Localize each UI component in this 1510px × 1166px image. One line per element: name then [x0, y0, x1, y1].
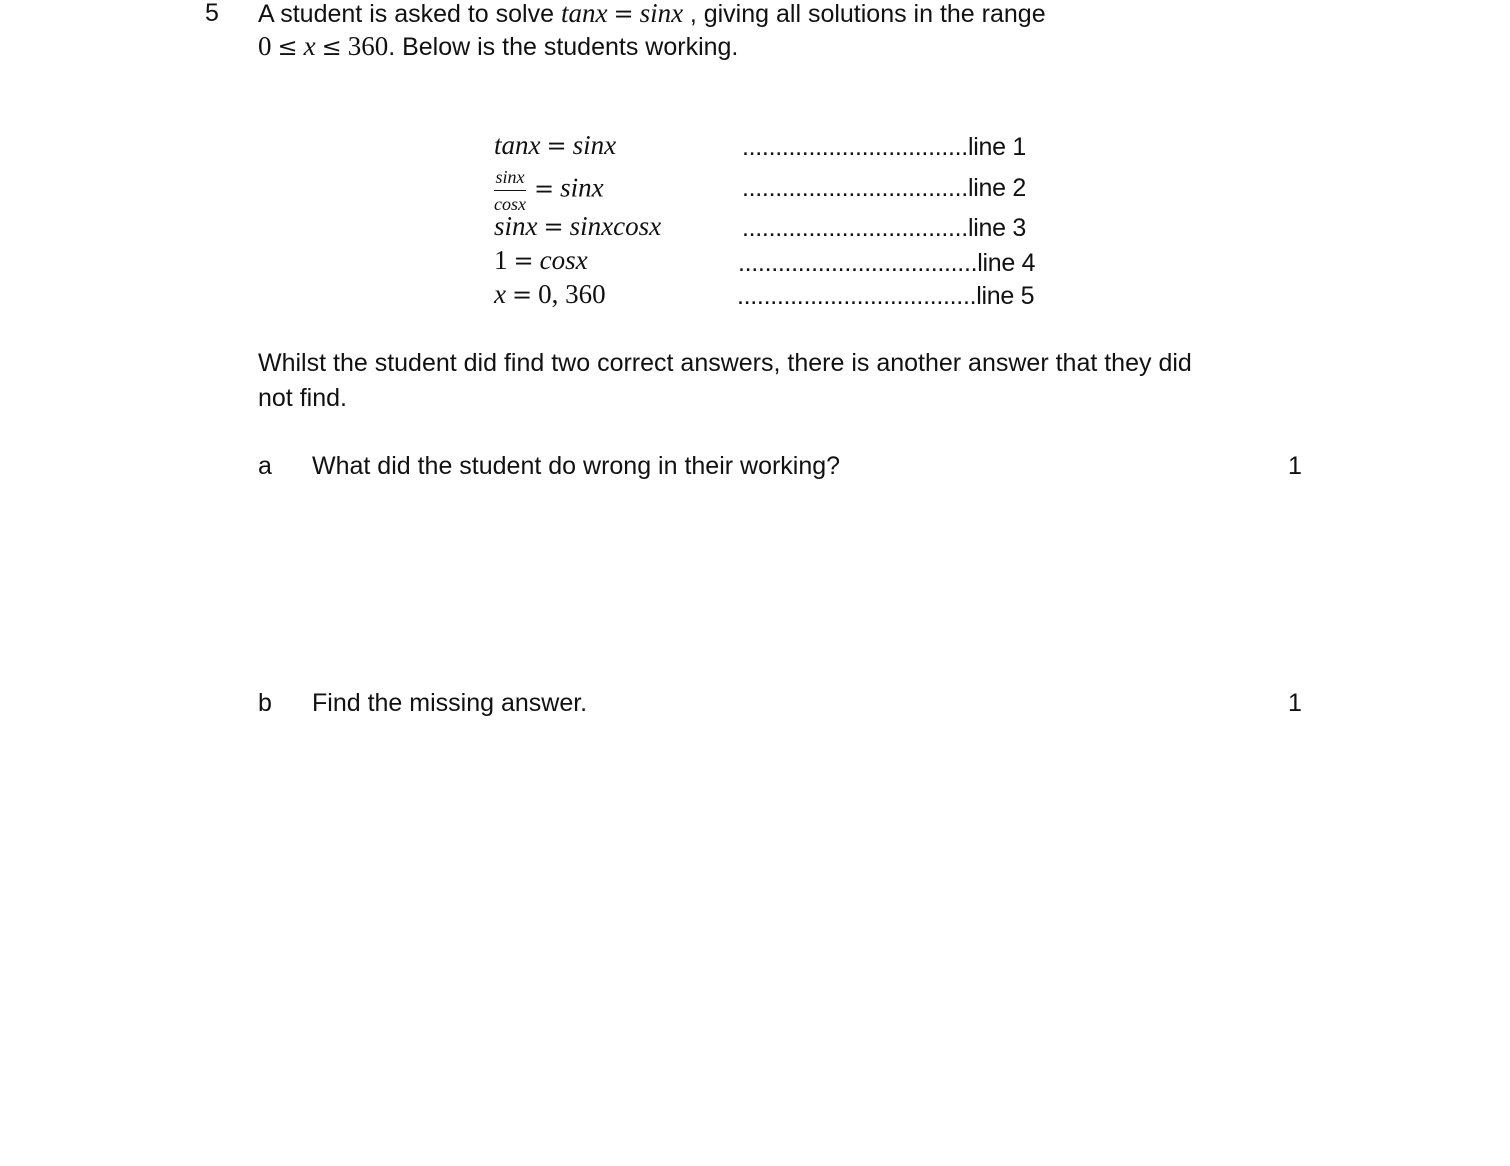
- part-b-marks: 1: [1288, 689, 1302, 717]
- intro-eq-op: =: [613, 0, 634, 28]
- line1-op: =: [546, 132, 567, 160]
- working-line-3-ref: ..................................line 3: [742, 214, 1026, 242]
- working-line-1-ref: ..................................line 1: [742, 133, 1026, 161]
- working-line-1: [494, 130, 616, 161]
- range-upper: 360: [347, 31, 389, 61]
- intro-text-3: . Below is the students working.: [388, 33, 739, 61]
- part-a-marks: 1: [1288, 452, 1302, 480]
- part-a-text: What did the student do wrong in their working?: [312, 452, 841, 480]
- range-op-2: ≤: [321, 33, 342, 61]
- line1-rhs: sinx: [572, 130, 617, 160]
- line2-op: =: [533, 174, 555, 203]
- working-line-4: [494, 245, 588, 276]
- intro-equation: [561, 0, 690, 28]
- intro-eq-lhs: tanx: [560, 0, 608, 28]
- statement-line-2: not find.: [258, 384, 347, 412]
- range-expression: [258, 31, 388, 61]
- intro-text-1: A student is asked to solve: [258, 0, 555, 28]
- line4-op: =: [513, 247, 534, 275]
- line1-lhs: tanx: [494, 130, 541, 160]
- intro-text-2: , giving all solutions in the range: [689, 0, 1046, 28]
- working-line-2: [494, 167, 604, 214]
- part-a-letter: a: [258, 452, 272, 480]
- working-line-5: [494, 279, 606, 310]
- line4-rhs: cosx: [539, 245, 588, 275]
- fraction-numerator: sinx: [494, 167, 526, 191]
- question-intro-line-1: [258, 0, 1046, 31]
- range-op-1: ≤: [277, 33, 298, 61]
- part-b-text: Find the missing answer.: [312, 689, 588, 717]
- line3-lhs: sinx: [494, 211, 538, 241]
- line3-op: =: [543, 213, 564, 241]
- line2-rhs: sinx: [560, 172, 604, 203]
- fraction-denominator: cosx: [494, 194, 526, 214]
- question-intro-line-2: [258, 29, 738, 64]
- line3-rhs: sinxcosx: [569, 211, 662, 241]
- working-line-3: [494, 211, 661, 242]
- intro-eq-rhs: sinx: [639, 0, 684, 28]
- line5-lhs: x: [494, 279, 506, 309]
- range-var: x: [303, 31, 316, 61]
- question-number: 5: [205, 0, 219, 27]
- statement-line-1: Whilst the student did find two correct answers, there is another answer that they did: [258, 349, 1192, 377]
- line5-rhs: 0, 360: [538, 279, 606, 309]
- line5-op: =: [511, 281, 533, 309]
- working-line-5-ref: ....................................line 5: [737, 282, 1035, 310]
- range-lower: 0: [258, 31, 272, 61]
- working-line-2-ref: ..................................line 2: [742, 174, 1026, 202]
- part-b-letter: b: [258, 689, 272, 717]
- line4-lhs: 1: [494, 245, 508, 275]
- working-line-4-ref: ....................................line 4: [738, 249, 1036, 277]
- line2-fraction: [494, 167, 526, 214]
